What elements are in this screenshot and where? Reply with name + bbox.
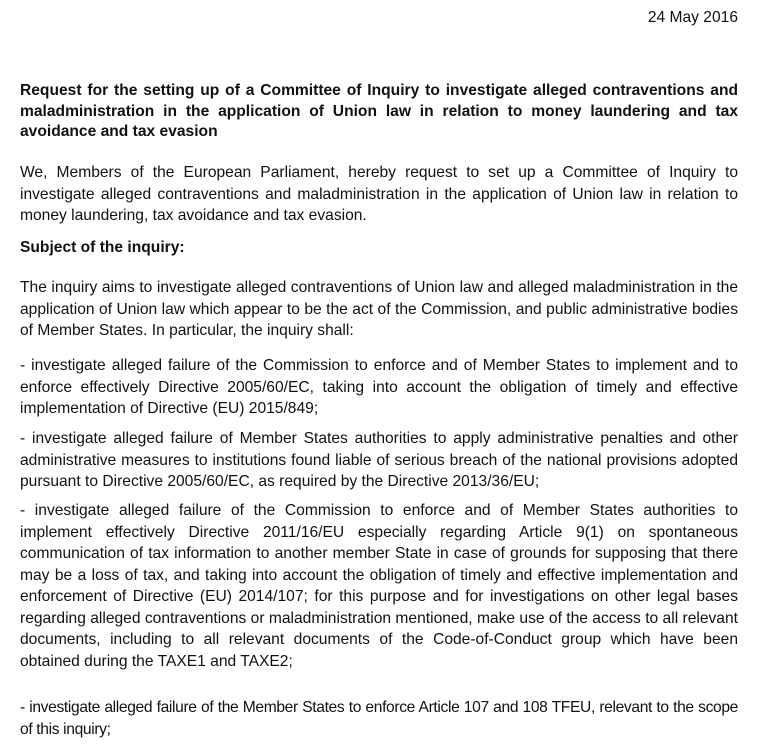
document-title: Request for the setting up of a Committee of Inquiry to investigate alleged contraventions and maladministration in the application of Union law in relation to money laundering and tax avoidance and tax evasion <box>20 82 738 140</box>
inquiry-item: - investigate alleged failure of the Commission to enforce and of Member States authorities to implement effectively Directive 2011/16/EU especially regarding Article 9(1) on spontaneous communication of tax information to another member State in case of grounds for supposing that there may be a loss of tax, and taking into account the obligation of timely and effective implementation and enforcement of Directive (EU) 2014/107; for this purpose and for investigations on other legal bases regarding alleged contraventions or maladministration mentioned, make use of the access to all relevant documents, including to all relevant documents of the Code-of-Conduct group which have been obtained during the TAXE1 and TAXE2; <box>20 502 738 670</box>
intro-paragraph: We, Members of the European Parliament, hereby request to set up a Committee of Inquiry to investigate alleged contraventions and maladministration in the application of Union law in relation to money laundering, tax avoidance and tax evasion. <box>20 164 738 224</box>
inquiry-item: - investigate alleged failure of Member States authorities to apply administrative penalties and other administrative measures to institutions found liable of serious breach of the national provisions adopted pursuant to Directive 2005/60/EC, as required by the Directive 2013/36/EU; <box>20 430 738 490</box>
document-date: 24 May 2016 <box>647 9 738 26</box>
aims-paragraph: The inquiry aims to investigate alleged contraventions of Union law and alleged maladministration in the application of Union law which appear to be the act of the Commission, and public administrative bodies of Member States. In particular, the inquiry shall: <box>20 279 738 339</box>
inquiry-item: - investigate alleged failure of the Commission to enforce and of Member States to implement and to enforce effectively Directive 2005/60/EC, taking into account the obligation of timely and effective implementation of Directive (EU) 2015/849; <box>20 357 738 417</box>
subject-heading: Subject of the inquiry: <box>20 239 185 256</box>
inquiry-item: - investigate alleged failure of the Member States to enforce Article 107 and 108 TFEU, relevant to the scope of this inquiry; <box>20 699 738 738</box>
